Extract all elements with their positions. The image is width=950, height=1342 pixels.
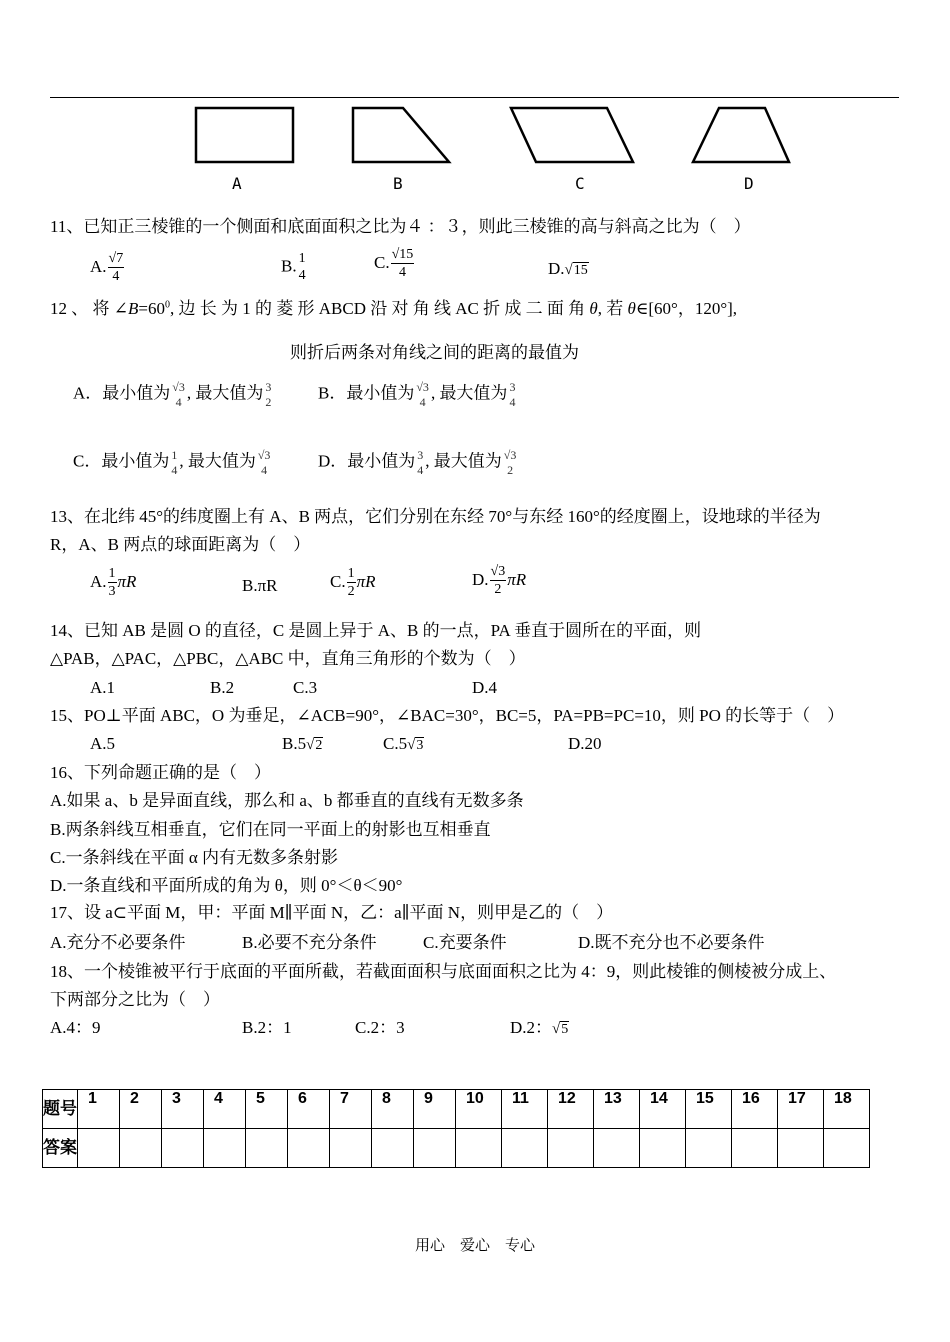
answer-cell[interactable] xyxy=(372,1129,414,1168)
q12-b-min xyxy=(415,381,430,408)
table-header-answer: 答案 xyxy=(43,1129,78,1168)
q15-b-rad: 2 xyxy=(315,738,323,753)
q13-option-c xyxy=(330,567,376,599)
q15-option-a: A.5 xyxy=(90,734,116,753)
table-number-cell: 5 xyxy=(246,1090,288,1129)
q18-option-b: B.2：1 xyxy=(242,1018,292,1037)
page-footer: 用心 爱心 专心 xyxy=(414,1236,535,1254)
q11-option-b xyxy=(281,252,308,283)
answer-cell[interactable] xyxy=(778,1129,824,1168)
q17-stem: 17、设 a⊂平面 M，甲：平面 M∥平面 N，乙：a∥平面 N，则甲是乙的（ ） xyxy=(50,903,614,922)
q12-a-label: A．最小值为 xyxy=(73,383,171,403)
answer-cell[interactable] xyxy=(120,1129,162,1168)
answer-cell[interactable] xyxy=(548,1129,594,1168)
q18-d-rad: 5 xyxy=(561,1022,569,1037)
q13-c-num: 1 xyxy=(347,566,355,581)
answer-cell[interactable] xyxy=(204,1129,246,1168)
q13-d-label: D. xyxy=(472,569,489,589)
q12-d-max xyxy=(503,449,518,476)
table-number-cell: 14 xyxy=(640,1090,686,1129)
table-number-cell: 15 xyxy=(686,1090,732,1129)
table-number-cell: 9 xyxy=(414,1090,456,1129)
q11-d-radical: √15 xyxy=(564,262,588,278)
table-number-cell: 4 xyxy=(204,1090,246,1129)
q11-c-num: √15 xyxy=(391,247,414,262)
q11-a-den: 4 xyxy=(112,269,120,284)
q12-b1-num: √3 xyxy=(416,380,429,394)
q12-b-label: B．最小值为 xyxy=(318,383,415,403)
table-number-cell: 8 xyxy=(372,1090,414,1129)
q12-b-max xyxy=(508,381,516,408)
table-number-cell: 3 xyxy=(162,1090,204,1129)
q11-a-fraction xyxy=(108,252,125,284)
q13-c-den: 2 xyxy=(347,584,355,599)
q13-a-fraction xyxy=(108,567,117,599)
q12-c1-num: 1 xyxy=(171,448,178,462)
answer-cell[interactable] xyxy=(78,1129,120,1168)
q12-d-mid: , 最大值为 xyxy=(425,451,502,471)
q12-stem xyxy=(50,299,737,319)
answer-cell[interactable] xyxy=(824,1129,870,1168)
q11-d-rad: 15 xyxy=(573,263,588,278)
q12-option-b xyxy=(318,381,517,408)
figure-label-a: A xyxy=(232,174,242,193)
q11-d-label: D. xyxy=(548,259,565,278)
q12-p5: [60°，120°], xyxy=(648,299,738,318)
q13-a-label: A. xyxy=(90,571,107,591)
q12-b-mid: , 最大值为 xyxy=(430,383,508,403)
q12-option-a xyxy=(73,381,273,408)
q12-b2-num: 3 xyxy=(509,380,516,394)
q13-c-label: C. xyxy=(330,571,346,591)
q15-c-rad: 3 xyxy=(416,738,424,753)
q11-b-den: 4 xyxy=(298,268,306,283)
q13-line2: R，A、B 两点的球面距离为（ ） xyxy=(50,535,311,554)
answer-cell[interactable] xyxy=(288,1129,330,1168)
q12-line2: 则折后两条对角线之间的距离的最值为 xyxy=(290,343,579,362)
q18-option-a: A.4：9 xyxy=(50,1018,101,1037)
q13-c-post: πR xyxy=(356,571,376,591)
q16-option-c: C.一条斜线在平面 α 内有无数多条射影 xyxy=(50,848,338,867)
q12-c1-den: 4 xyxy=(171,463,178,477)
table-number-cell: 12 xyxy=(548,1090,594,1129)
q15-b-label: B.5 xyxy=(282,734,307,753)
q12-option-d xyxy=(318,449,518,476)
q16-stem: 16、下列命题正确的是（ ） xyxy=(50,763,271,782)
q11-b-fraction xyxy=(298,252,307,283)
q12-b1-den: 4 xyxy=(419,395,426,409)
q12-c-label: C．最小值为 xyxy=(73,451,170,471)
q11-option-c xyxy=(374,248,415,280)
q12-a-mid: , 最大值为 xyxy=(186,383,264,403)
q15-c-radical: √3 xyxy=(407,737,424,753)
table-number-cell: 16 xyxy=(732,1090,778,1129)
table-header-number: 题号 xyxy=(43,1090,78,1129)
q12-p2: =60 xyxy=(138,299,165,318)
q12-a-min xyxy=(171,381,186,408)
q13-a-post: πR xyxy=(117,571,137,591)
table-number-cell: 1 xyxy=(78,1090,120,1129)
q11-b-num: 1 xyxy=(298,251,306,266)
q13-option-b: B.πR xyxy=(242,576,278,595)
q12-d2-den: 2 xyxy=(507,463,514,477)
answer-cell[interactable] xyxy=(594,1129,640,1168)
q13-c-fraction xyxy=(347,567,356,599)
answer-cell[interactable] xyxy=(502,1129,548,1168)
q15-option-d: D.20 xyxy=(568,734,602,753)
q12-a2-num: 3 xyxy=(265,380,272,394)
q17-option-d: D.既不充分也不必要条件 xyxy=(578,933,765,952)
q18-line2: 下两部分之比为（ ） xyxy=(50,990,220,1009)
shape-b-right-trapezoid xyxy=(353,108,449,162)
table-number-cell: 13 xyxy=(594,1090,640,1129)
shape-c-parallelogram xyxy=(511,108,633,162)
q11-option-a xyxy=(90,252,125,284)
q18-option-d xyxy=(510,1018,569,1038)
q12-a2-den: 2 xyxy=(265,395,272,409)
table-number-cell: 17 xyxy=(778,1090,824,1129)
answer-cell[interactable] xyxy=(686,1129,732,1168)
q15-c-label: C.5 xyxy=(383,734,408,753)
q12-angle: ∠B xyxy=(113,299,139,318)
q12-c-max xyxy=(257,449,272,476)
q12-c-min xyxy=(170,449,178,476)
figure-label-b: B xyxy=(393,174,403,193)
answer-table xyxy=(42,1089,870,1168)
q15-line1: 15、PO⊥平面 ABC，O 为垂足，∠ACB=90°，∠BAC=30°，BC=5，PA=PB=PC=10，则 PO 的长等于（ ） xyxy=(50,706,845,725)
q12-option-c xyxy=(73,449,272,476)
answer-table-number-row xyxy=(43,1090,870,1129)
answer-cell[interactable] xyxy=(162,1129,204,1168)
q15-b-radical: √2 xyxy=(306,737,323,753)
q12-theta: θ xyxy=(589,299,598,318)
q12-d-label: D．最小值为 xyxy=(318,451,416,471)
q18-line1: 18、一个棱锥被平行于底面的平面所截，若截面面积与底面面积之比为 4：9，则此棱锥的侧棱被分成上、 xyxy=(50,962,837,981)
table-number-cell: 7 xyxy=(330,1090,372,1129)
q18-option-c: C.2：3 xyxy=(355,1018,405,1037)
answer-cell[interactable] xyxy=(414,1129,456,1168)
q14-line1: 14、已知 AB 是圆 O 的直径，C 是圆上异于 A、B 的一点，PA 垂直于圆所在的平面，则 xyxy=(50,621,702,640)
answer-table-answer-row xyxy=(43,1129,870,1168)
q12-b2-den: 4 xyxy=(509,395,516,409)
q16-option-a: A.如果 a、b 是异面直线，那么和 a、b 都垂直的直线有无数多条 xyxy=(50,791,524,810)
q12-p4: , 若 xyxy=(597,299,628,318)
q13-option-d xyxy=(472,565,526,597)
figure-shapes xyxy=(185,102,805,172)
answer-cell[interactable] xyxy=(732,1129,778,1168)
q12-c2-den: 4 xyxy=(261,463,268,477)
table-number-cell: 11 xyxy=(502,1090,548,1129)
q11-a-label: A. xyxy=(90,256,107,276)
q12-d1-den: 4 xyxy=(417,463,424,477)
table-number-cell: 6 xyxy=(288,1090,330,1129)
answer-cell[interactable] xyxy=(330,1129,372,1168)
q13-option-a xyxy=(90,567,136,599)
q17-option-c: C.充要条件 xyxy=(423,933,507,952)
q12-a1-num: √3 xyxy=(172,380,185,394)
q13-a-num: 1 xyxy=(108,566,116,581)
answer-cell[interactable] xyxy=(456,1129,502,1168)
q12-p3: , 边 长 为 1 的 菱 形 ABCD 沿 对 角 线 AC 折 成 二 面 角 xyxy=(169,299,590,318)
q14-line2: △PAB，△PAC，△PBC，△ABC 中，直角三角形的个数为（ ） xyxy=(50,649,526,668)
answer-cell[interactable] xyxy=(246,1129,288,1168)
q14-option-b: B.2 xyxy=(210,678,235,697)
q12-theta2: θ∈ xyxy=(627,299,649,318)
q13-d-den: 2 xyxy=(494,582,502,597)
q13-d-post: πR xyxy=(507,569,527,589)
table-number-cell: 2 xyxy=(120,1090,162,1129)
q15-option-b xyxy=(282,734,323,754)
answer-cell[interactable] xyxy=(640,1129,686,1168)
q12-d-min xyxy=(416,449,424,476)
q17-option-b: B.必要不充分条件 xyxy=(242,933,377,952)
q13-line1: 13、在北纬 45°的纬度圈上有 A、B 两点，它们分别在东经 70°与东经 160°的经度圈上，设地球的半径为 xyxy=(50,507,821,526)
q12-c-mid: , 最大值为 xyxy=(179,451,256,471)
q18-d-radical: √5 xyxy=(552,1021,569,1037)
q11-c-den: 4 xyxy=(398,265,406,280)
q13-a-den: 3 xyxy=(108,584,116,599)
q11-a-num: √7 xyxy=(108,251,124,266)
q13-d-num: √3 xyxy=(490,564,506,579)
q16-option-b: B.两条斜线互相垂直，它们在同一平面上的射影也互相垂直 xyxy=(50,820,491,839)
shape-a-rectangle xyxy=(196,108,293,162)
q12-d1-num: 3 xyxy=(417,448,424,462)
header-rule xyxy=(50,97,899,98)
q12-a1-den: 4 xyxy=(175,395,182,409)
q18-d-label: D.2： xyxy=(510,1018,553,1037)
q11-option-d xyxy=(548,259,589,279)
q12-p2sup: 0 xyxy=(164,299,170,311)
q12-p1: 12 、 将 xyxy=(50,299,114,318)
shape-d-trapezoid xyxy=(693,108,789,162)
figure-label-c: C xyxy=(575,174,585,193)
q17-option-a: A.充分不必要条件 xyxy=(50,933,186,952)
q13-d-fraction xyxy=(490,565,507,597)
q14-option-a: A.1 xyxy=(90,678,116,697)
q14-option-d: D.4 xyxy=(472,678,498,697)
q12-a-max xyxy=(264,381,272,408)
q11-c-fraction xyxy=(391,248,415,280)
q11-b-label: B. xyxy=(281,256,297,276)
q11-c-label: C. xyxy=(374,252,390,272)
table-number-cell: 18 xyxy=(824,1090,870,1129)
q12-c2-num: √3 xyxy=(257,448,271,462)
figure-label-d: D xyxy=(744,174,754,193)
table-number-cell: 10 xyxy=(456,1090,502,1129)
q12-d2-num: √3 xyxy=(503,448,517,462)
q14-option-c: C.3 xyxy=(293,678,318,697)
q11-stem: 11、已知正三棱锥的一个侧面和底面面积之比为４ ：３，则此三棱锥的高与斜高之比为（ ） xyxy=(50,217,751,236)
q16-option-d: D.一条直线和平面所成的角为 θ，则 0°＜θ＜90° xyxy=(50,876,403,895)
q15-option-c xyxy=(383,734,424,754)
